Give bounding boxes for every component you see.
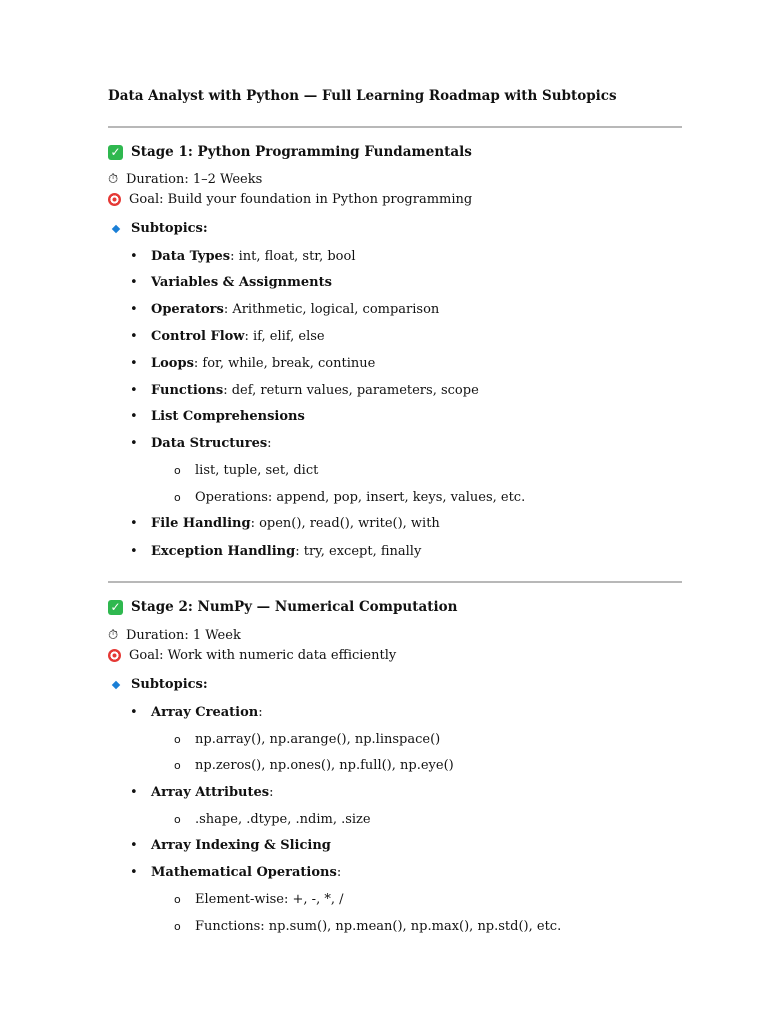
stage-1-subtopics-label <box>113 221 208 236</box>
stage-1-goal <box>108 192 472 207</box>
list-item: • Control Flow: if, elif, else <box>151 329 325 344</box>
stage-1-heading-text: Stage 1: Python Programming Fundamentals <box>131 144 472 160</box>
stage-1-duration <box>108 172 262 187</box>
list-item: • Loops: for, while, break, continue <box>151 356 375 371</box>
stage-1-subtopics-text: Subtopics: <box>131 221 208 236</box>
stage-2-heading <box>108 599 457 615</box>
stage-2-goal <box>108 648 396 663</box>
check-icon: ✓ <box>108 600 123 615</box>
list-item: • Data Types: int, float, str, bool <box>151 249 356 264</box>
check-icon: ✓ <box>108 145 123 160</box>
stage-1-duration-text: Duration: 1–2 Weeks <box>126 172 263 187</box>
stage-2-duration-text: Duration: 1 Week <box>126 628 241 643</box>
stage-1-goal-text: Goal: Build your foundation in Python programming <box>129 192 473 207</box>
list-item: • Array Attributes: <box>151 785 273 800</box>
stage-2-subtopics-label <box>113 677 208 692</box>
diamond-icon <box>112 680 120 688</box>
stage-2-goal-text: Goal: Work with numeric data efficiently <box>129 648 397 663</box>
list-item: • List Comprehensions <box>151 409 305 424</box>
list-item: • Array Indexing & Slicing <box>151 838 331 853</box>
stage-2-heading-text: Stage 2: NumPy — Numerical Computation <box>131 599 458 615</box>
stage-1-heading <box>108 144 472 160</box>
target-icon <box>108 193 121 206</box>
list-item: • Operators: Arithmetic, logical, comparison <box>151 302 439 317</box>
list-item: • Exception Handling: try, except, finally <box>151 544 421 559</box>
diamond-icon <box>112 224 120 232</box>
stopwatch-icon: ⏱ <box>108 628 119 643</box>
sub-list-item: o Operations: append, pop, insert, keys, values, etc. <box>195 490 525 505</box>
list-item: • Data Structures: <box>151 436 272 451</box>
sub-list-item: o .shape, .dtype, .ndim, .size <box>195 812 371 827</box>
sub-list-item: o np.array(), np.arange(), np.linspace() <box>195 732 440 747</box>
sub-list-item: o Element-wise: +, -, *, / <box>195 892 343 907</box>
document-title: Data Analyst with Python — Full Learning Roadmap with Subtopics <box>108 88 617 104</box>
list-item: • Array Creation: <box>151 705 263 720</box>
list-item: • Mathematical Operations: <box>151 865 341 880</box>
list-item: • Functions: def, return values, parameters, scope <box>151 383 479 398</box>
sub-list-item: o np.zeros(), np.ones(), np.full(), np.eye() <box>195 758 454 773</box>
stage-2-subtopics-text: Subtopics: <box>131 677 208 692</box>
sub-list-item: o list, tuple, set, dict <box>195 463 318 478</box>
target-icon <box>108 649 121 662</box>
divider <box>108 126 682 128</box>
list-item: • Variables & Assignments <box>151 275 332 290</box>
list-item: • File Handling: open(), read(), write(), with <box>151 516 440 531</box>
sub-list-item: o Functions: np.sum(), np.mean(), np.max(), np.std(), etc. <box>195 919 561 934</box>
stopwatch-icon: ⏱ <box>108 172 119 187</box>
stage-2-duration <box>108 628 241 643</box>
divider <box>108 581 682 583</box>
